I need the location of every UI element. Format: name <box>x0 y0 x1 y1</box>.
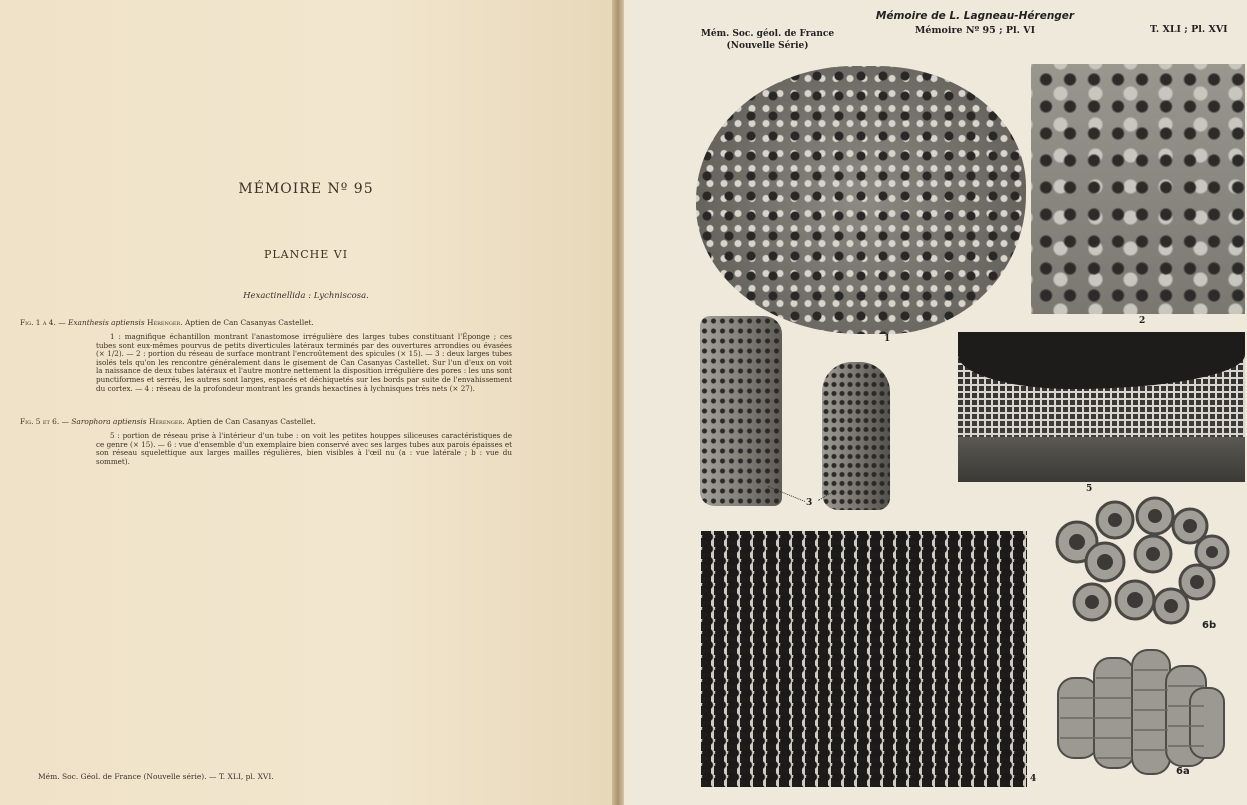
figure-label-6a: 6a <box>1176 766 1190 777</box>
figure-label-3: 3 <box>806 498 813 508</box>
photo-5-dark-area <box>958 332 1245 389</box>
classification-heading: Hexactinellida : Lychniscosa. <box>243 291 369 301</box>
header-society <box>700 28 835 52</box>
plate-photo-5-tube-interior <box>958 332 1245 482</box>
fig-5-6-caption-body: 5 : portion de réseau prise à l'intérieur d'un tube : on voit les petites houppes siliceuses caractéristiques de ce genre (× 15). — 6 : vue d'ensemble d'un exemplaire bien conservé avec ses larges tubes aux parois épaisses et son réseau squelettique aux larges mailles régulières, bien visibles à l'œil nu (a : vue latérale ; b : vue du sommet). <box>96 431 512 466</box>
fig-1-4-species: Exanthesis aptiensis <box>67 318 145 327</box>
figure-label-5: 5 <box>1086 484 1093 494</box>
photo-5-lower-area <box>958 437 1245 482</box>
fig-5-6-author: Hérenger <box>148 417 183 426</box>
plate-photo-4-deep-network <box>701 531 1027 787</box>
figure-label-1: 1 <box>884 334 891 344</box>
memoire-title: MÉMOIRE Nº 95 <box>238 181 374 197</box>
header-tome: T. XLI ; Pl. XVI <box>1150 24 1228 35</box>
fig-1-4-caption-head <box>20 318 540 327</box>
fig-5-6-locality: . Aptien de Can Casanyas Castellet. <box>182 417 316 426</box>
left-page-footer: Mém. Soc. Géol. de France (Nouvelle série). — T. XLI, pl. XVI. <box>38 772 274 781</box>
plate-photo-1-sponge <box>696 66 1026 334</box>
header-society-line1: Mém. Soc. géol. de France <box>700 29 835 39</box>
figure-label-2: 2 <box>1139 316 1146 326</box>
fig-5-6-species: Sarophora aptiensis <box>71 417 147 426</box>
fig-1-4-label: Fig. 1 à 4. — <box>20 318 66 327</box>
header-memoire-number: Mémoire Nº 95 ; Pl. VI <box>914 25 1036 36</box>
header-author: Mémoire de L. Lagneau-Hérenger <box>875 10 1075 22</box>
figure-label-6b: 6b <box>1202 620 1217 631</box>
book-gutter <box>612 0 624 805</box>
plate-photo-2-surface-network <box>1031 64 1245 314</box>
fig-5-6-label: Fig. 5 et 6. — <box>20 417 69 426</box>
planche-title: PLANCHE VI <box>263 248 349 261</box>
fig-5-6-caption-head <box>20 417 540 426</box>
plate-photo-6b-top-view <box>1047 494 1230 632</box>
left-page <box>0 0 612 805</box>
fig-1-4-author: Hérenger <box>147 318 181 327</box>
header-society-line2: (Nouvelle Série) <box>726 41 809 51</box>
fig-1-4-locality: . Aptien de Can Casanyas Castellet. <box>180 318 314 327</box>
plate-photo-3a-tube <box>700 316 782 506</box>
plate-photo-6a-side-view <box>1050 638 1227 784</box>
figure-label-4: 4 <box>1030 774 1037 784</box>
plate-photo-3b-tube <box>822 362 890 510</box>
fig-1-4-caption-body: 1 : magnifique échantillon montrant l'anastomose irrégulière des larges tubes constituant l'Éponge ; ces tubes sont eux-mêmes pourvus de petits diverticules latéraux terminés par des ouvertures arrondies ou évasées (× 1/2). — 2 : portion du réseau de surface montrant l'encroûtement des spicules (× 15). — 3 : deux larges tubes isolés tels qu'on les rencontre généralement dans le gisement de Can Casanyas Castellet. Sur l'un d'eux on voit la naissance de deux tubes latéraux et l'autre montre nettement la disposition irrégulière des pores : les uns sont punctiformes et serrés, les autres sont larges, espacés et déchiquetés sur les bords par suite de l'envahissement du cortex. — 4 : réseau de la profondeur montrant les grands hexactines à lychnisques très nets (× 27). <box>96 332 512 393</box>
